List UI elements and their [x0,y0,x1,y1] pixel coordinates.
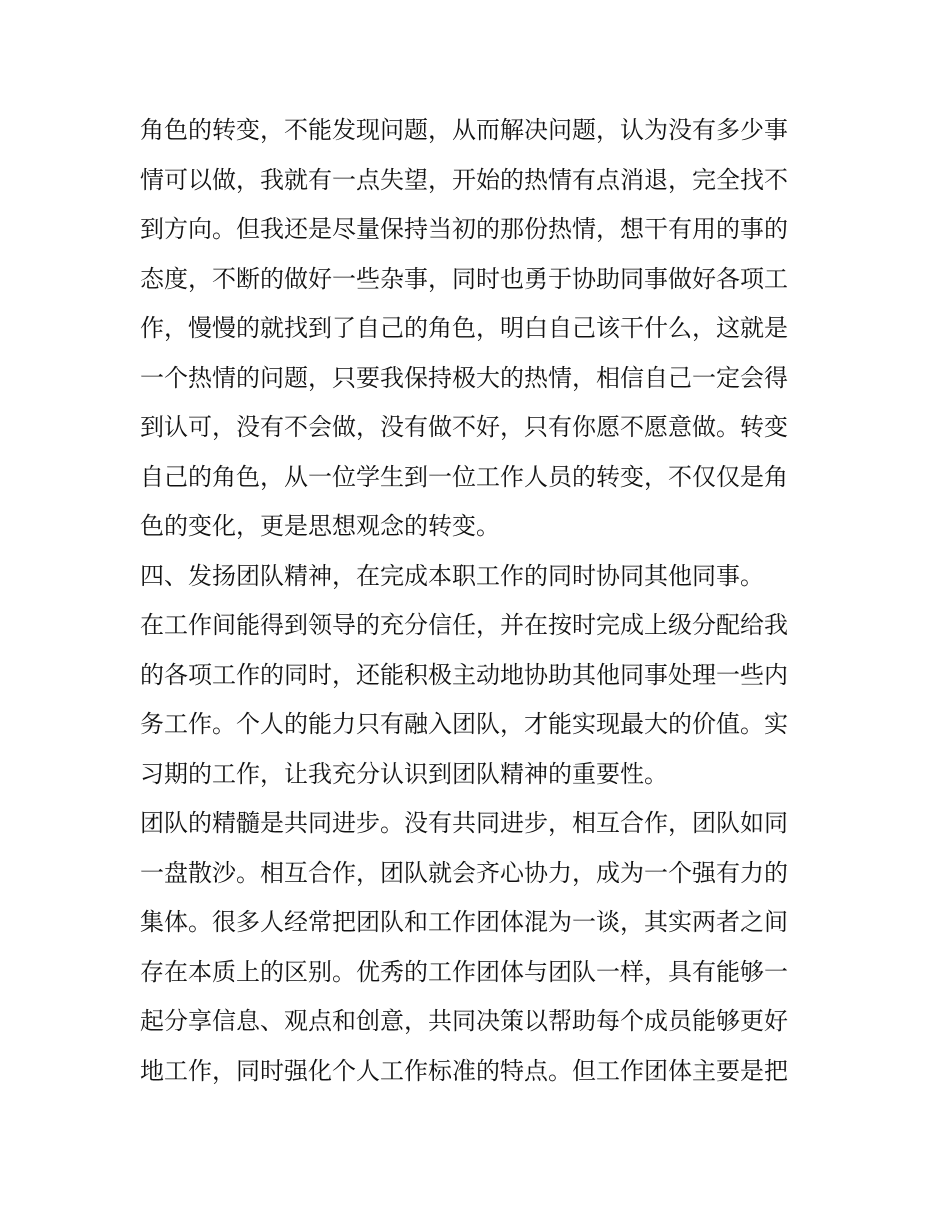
text-line: 存在本质上的区别。优秀的工作团体与团队一样，具有能够一 [140,957,788,986]
text-line: 自己的角色，从一位学生到一位工作人员的转变，不仅仅是角 [140,462,788,491]
text-line: 在工作间能得到领导的充分信任，并在按时完成上级分配给我 [140,611,788,639]
text-line: 务工作。个人的能力只有融入团队，才能实现最大的价值。实 [140,710,788,738]
text-line: 习期的工作，让我充分认识到团队精神的重要性。 [140,759,668,788]
text-line: 色的变化，更是思想观念的转变。 [140,512,500,540]
text-line: 一个热情的问题，只要我保持极大的热情，相信自己一定会得 [140,363,788,392]
text-line: 地工作，同时强化个人工作标准的特点。但工作团体主要是把 [140,1056,788,1085]
text-line: 角色的转变，不能发现问题，从而解决问题，认为没有多少事 [140,116,788,144]
text-line: 到方向。但我还是尽量保持当初的那份热情，想干有用的事的 [140,215,788,243]
section-heading: 四、发扬团队精神，在完成本职工作的同时协同其他同事。 [140,561,764,590]
document-body [140,106,812,1096]
text-line: 的各项工作的同时，还能积极主动地协助其他同事处理一些内 [140,660,788,689]
text-line: 到认可，没有不会做，没有做不好，只有你愿不愿意做。转变 [140,413,788,441]
text-line: 团队的精髓是共同进步。没有共同进步，相互合作，团队如同 [140,809,788,837]
text-line: 一盘散沙。相互合作，团队就会齐心协力，成为一个强有力的 [140,858,788,887]
text-line: 起分享信息、观点和创意，共同决策以帮助每个成员能够更好 [140,1007,788,1035]
text-line: 作，慢慢的就找到了自己的角色，明白自己该干什么，这就是 [140,314,788,342]
text-line: 态度，不断的做好一些杂事，同时也勇于协助同事做好各项工 [140,264,788,293]
text-line: 集体。很多人经常把团队和工作团体混为一谈，其实两者之间 [140,908,788,936]
text-line: 情可以做，我就有一点失望，开始的热情有点消退，完全找不 [140,165,788,194]
